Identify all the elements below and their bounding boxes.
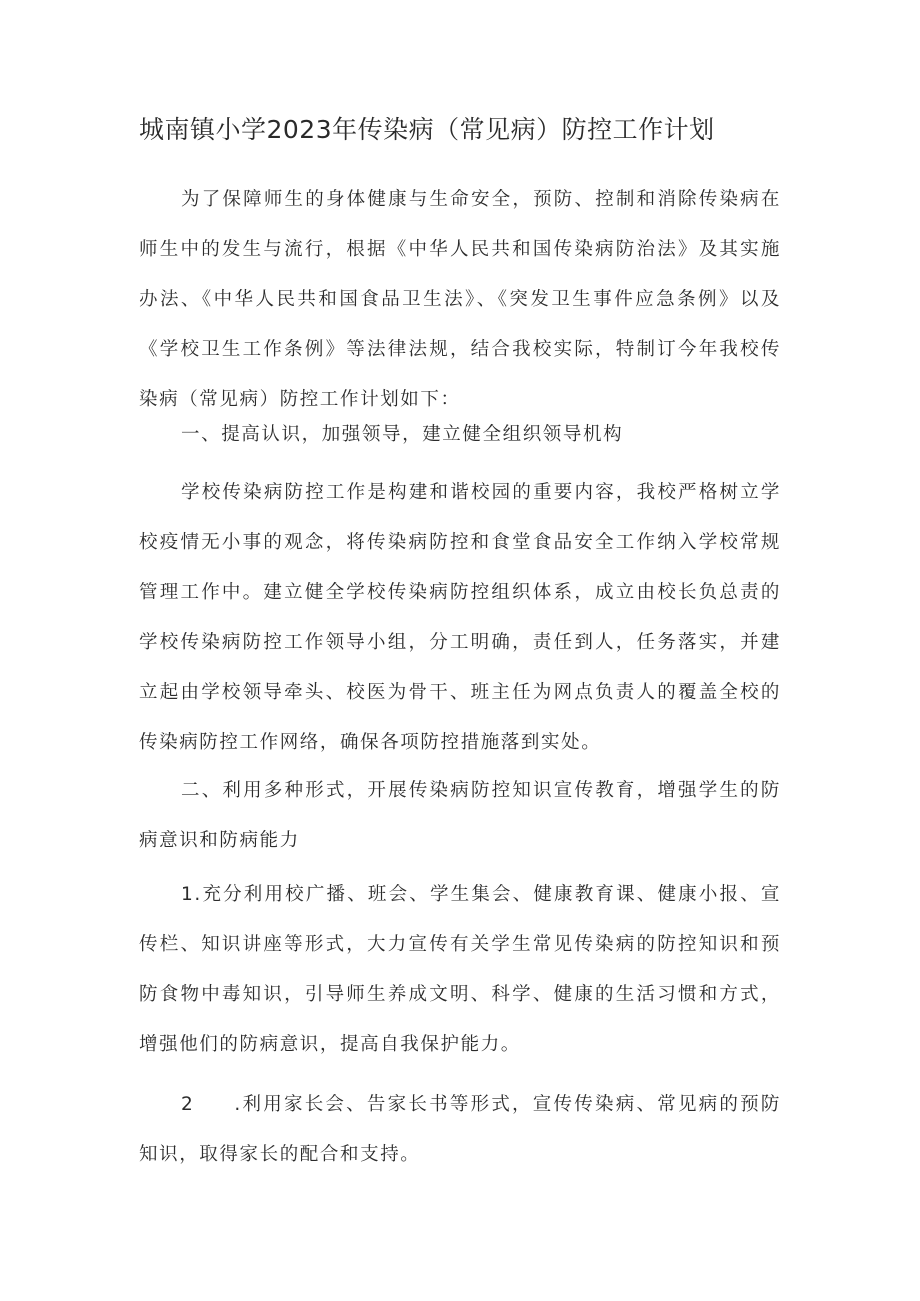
section-2-item-1 xyxy=(139,870,781,1070)
document-title: 城南镇小学2023年传染病（常见病）防控工作计划 xyxy=(139,115,715,144)
item-1-text: .充分利用校广播、班会、学生集会、健康教育课、健康小报、宣传栏、知识讲座等形式，大力宣传有关学生常见传染病的防控知识和预防食物中毒知识，引导师生养成文明、科学、健康的生活习惯和方式，增强他们的防病意识，提高自我保护能力。 xyxy=(139,884,781,1055)
section-1-heading: 一、提高认识，加强领导，建立健全组织领导机构 xyxy=(181,424,624,445)
item-2-number: 2 xyxy=(181,1094,195,1115)
intro-paragraph: 为了保障师生的身体健康与生命安全，预防、控制和消除传染病在师生中的发生与流行，根据《中华人民共和国传染病防治法》及其实施办法、《中华人民共和国食品卫生法》、《突发卫生事件应急条例》以及《学校卫生工作条例》等法律法规，结合我校实际，特制订今年我校传染病（常见病）防控工作计划如下： xyxy=(139,189,781,410)
item-1-number: 1 xyxy=(181,884,195,905)
section-1-body: 学校传染病防控工作是构建和谐校园的重要内容，我校严格树立学校疫情无小事的观念，将传染病防控和食堂食品安全工作纳入学校常规管理工作中。建立健全学校传染病防控组织体系，成立由校长负总责的学校传染病防控工作领导小组，分工明确，责任到人，任务落实，并建立起由学校领导牵头、校医为骨干、班主任为网点负责人的覆盖全校的传染病防控工作网络，确保各项防控措施落到实处。 xyxy=(139,482,781,753)
section-2-item-2 xyxy=(139,1080,781,1180)
item-2-text: .利用家长会、告家长书等形式，宣传传染病、常见病的预防知识，取得家长的配合和支持。 xyxy=(139,1094,781,1165)
section-2-heading: 二、利用多种形式，开展传染病防控知识宣传教育，增强学生的防病意识和防病能力 xyxy=(139,780,781,851)
